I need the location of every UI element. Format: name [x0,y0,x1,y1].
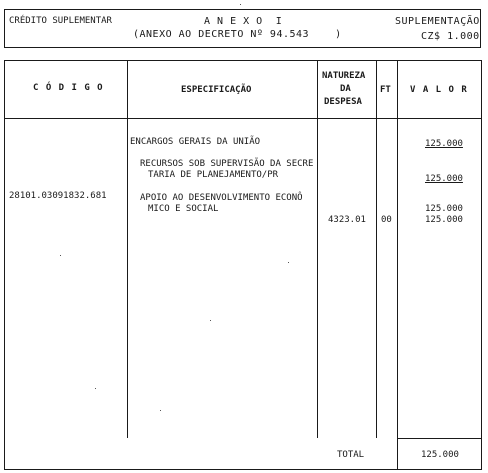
scan-speck [210,320,211,321]
annex-title: A N E X O I [204,16,283,27]
divider-codigo-especificacao [127,60,128,438]
column-header-natureza-3: DESPESA [324,97,362,107]
column-header-ft: FT [380,85,391,95]
row-3-ft: 00 [381,215,392,225]
column-header-natureza-2: DA [340,84,351,94]
divider-especificacao-natureza [317,60,318,438]
row-1-especificacao: ENCARGOS GERAIS DA UNIÃO [130,137,261,147]
row-3-valor-2: 125.000 [425,215,463,225]
credit-type-label: CRÉDITO SUPLEMENTAR [9,16,112,26]
row-1-valor: 125.000 [425,139,463,149]
column-header-codigo: C Ó D I G O [33,83,104,93]
column-header-especificacao: ESPECIFICAÇÃO [181,85,252,95]
scan-speck [288,262,289,263]
main-table [4,60,482,470]
scan-speck [60,255,61,256]
divider-natureza-ft [376,60,377,438]
total-label: TOTAL [337,450,365,460]
row-2-valor: 125.000 [425,174,463,184]
row-2-especificacao-line-2: TARIA DE PLANEJAMENTO/PR [148,170,279,180]
row-2-especificacao-line-1: RECURSOS SOB SUPERVISÃO DA SECRE [140,159,314,169]
row-3-especificacao-line-2: MICO E SOCIAL [148,204,219,214]
row-3-natureza: 4323.01 [328,215,366,225]
total-rule [397,438,482,439]
supplementation-label: SUPLEMENTAÇÃO [395,16,480,27]
divider-ft-valor [397,60,398,470]
annex-subtitle: (ANEXO AO DECRETO Nº 94.543 ) [133,29,342,40]
scan-speck [240,4,241,5]
column-header-valor: V A L O R [410,85,468,95]
total-value: 125.000 [421,450,459,460]
supplementation-value: CZ$ 1.000 [421,31,480,42]
row-3-codigo: 28101.03091832.681 [9,191,107,201]
row-3-especificacao-line-1: APOIO AO DESENVOLVIMENTO ECONÔ [140,193,303,203]
table-header-rule [4,118,482,119]
scan-speck [95,388,96,389]
scan-speck [160,410,161,411]
column-header-natureza-1: NATUREZA [322,71,366,81]
row-3-valor-1: 125.000 [425,204,463,214]
